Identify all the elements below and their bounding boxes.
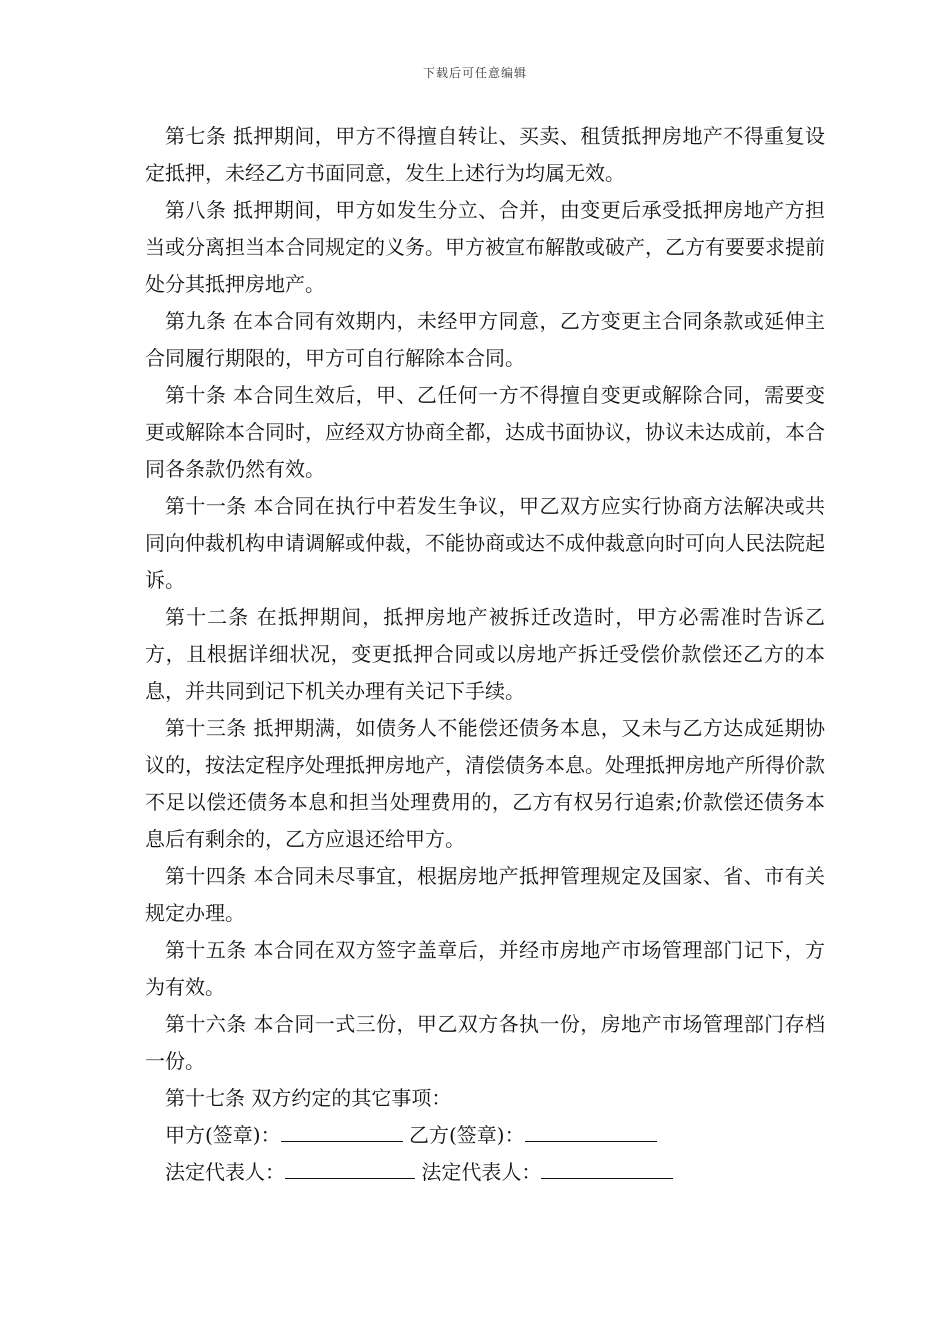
representative-signature-line: [145, 1154, 825, 1191]
clause-9: 第九条 在本合同有效期内，未经甲方同意，乙方变更主合同条款或延伸主合同履行期限的，甲方可自行解除本合同。: [145, 309, 825, 370]
clause-10: 第十条 本合同生效后，甲、乙任何一方不得擅自变更或解除合同，需要变更或解除本合同时，应经双方协商全都，达成书面协议，协议未达成前，本合同各条款仍然有效。: [145, 383, 825, 481]
clause-15: 第十五条 本合同在双方签字盖章后，并经市房地产市场管理部门记下，方为有效。: [145, 938, 825, 999]
party-signature-line: [145, 1117, 825, 1154]
contract-body: [145, 118, 825, 1191]
clause-16: 第十六条 本合同一式三份，甲乙双方各执一份，房地产市场管理部门存档一份。: [145, 1012, 825, 1073]
page-header-note: 下载后可任意编辑: [422, 66, 527, 80]
rep-b-blank: [541, 1154, 673, 1179]
clause-17: 第十七条 双方约定的其它事项：: [165, 1086, 452, 1110]
party-a-signature-blank: [281, 1117, 403, 1142]
clause-7: 第七条 抵押期间，甲方不得擅自转让、买卖、租赁抵押房地产不得重复设定抵押，未经乙方书面同意，发生上述行为均属无效。: [145, 124, 825, 185]
party-b-signature-blank: [525, 1117, 657, 1142]
clause-14: 第十四条 本合同未尽事宜，根据房地产抵押管理规定及国家、省、市有关规定办理。: [145, 864, 825, 925]
party-b-signature-label: 乙方(签章)：: [408, 1123, 525, 1147]
clause-11: 第十一条 本合同在执行中若发生争议，甲乙双方应实行协商方法解决或共同向仲裁机构申请调解或仲裁，不能协商或达不成仲裁意向时可向人民法院起诉。: [145, 494, 825, 592]
clause-12: 第十二条 在抵押期间，抵押房地产被拆迁改造时，甲方必需准时告诉乙方，且根据详细状况，变更抵押合同或以房地产拆迁受偿价款偿还乙方的本息，并共同到记下机关办理有关记下手续。: [145, 605, 825, 703]
rep-a-label: 法定代表人：: [165, 1160, 285, 1184]
rep-a-blank: [285, 1154, 415, 1179]
clause-8: 第八条 抵押期间，甲方如发生分立、合并，由变更后承受抵押房地产方担当或分离担当本合同规定的义务。甲方被宣布解散或破产，乙方有要要求提前处分其抵押房地产。: [145, 198, 825, 296]
party-a-signature-label: 甲方(签章)：: [165, 1123, 281, 1147]
clause-13: 第十三条 抵押期满，如债务人不能偿还债务本息，又未与乙方达成延期协议的，按法定程序处理抵押房地产，清偿债务本息。处理抵押房地产所得价款不足以偿还债务本息和担当处理费用的，乙方有权另行追索;价款偿还债务本息后有剩余的，乙方应退还给甲方。: [145, 716, 825, 851]
rep-b-label: 法定代表人：: [421, 1160, 542, 1184]
